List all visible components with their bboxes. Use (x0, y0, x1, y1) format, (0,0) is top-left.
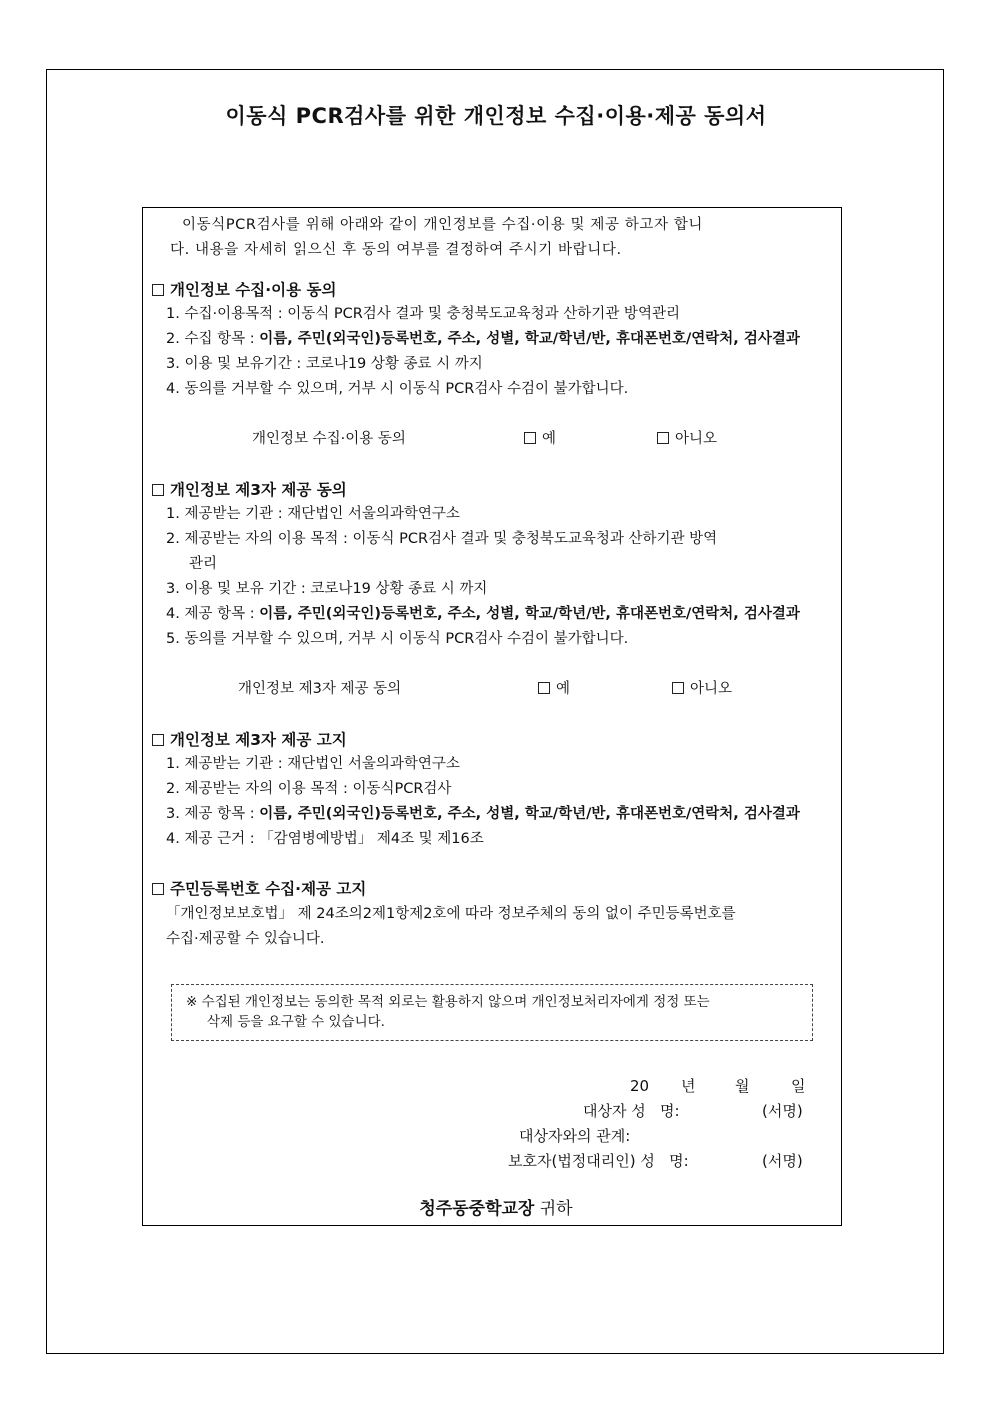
section1-consent-label: 개인정보 수집·이용 동의 (252, 431, 406, 447)
section4-heading: 주민등록번호 수집·제공 고지 (152, 879, 366, 899)
section1-item: 2. 수집 항목 : 이름, 주민(외국인)등록번호, 주소, 성별, 학교/학년/반, 휴대폰번호/연락처, 검사결과 (166, 331, 800, 347)
checkbox-icon (152, 284, 164, 296)
section3-item: 3. 제공 항목 : 이름, 주민(외국인)등록번호, 주소, 성별, 학교/학년/반, 휴대폰번호/연락처, 검사결과 (166, 806, 800, 822)
intro-line-1: 이동식PCR검사를 위해 아래와 같이 개인정보를 수집·이용 및 제공 하고자 합니 (182, 217, 704, 233)
section2-item: 1. 제공받는 기관 : 재단법인 서울의과학연구소 (166, 506, 460, 522)
no-checkbox[interactable] (672, 682, 684, 694)
section1-heading: 개인정보 수집·이용 동의 (152, 280, 336, 300)
yes-checkbox[interactable] (538, 682, 550, 694)
section1-item: 1. 수집·이용목적 : 이동식 PCR검사 결과 및 충청북도교육청과 산하기관 방역관리 (166, 306, 680, 322)
section2-item: 5. 동의를 거부할 수 있으며, 거부 시 이동식 PCR검사 수검이 불가합니다. (166, 631, 629, 647)
no-checkbox[interactable] (657, 432, 669, 444)
section2-item: 4. 제공 항목 : 이름, 주민(외국인)등록번호, 주소, 성별, 학교/학년/반, 휴대폰번호/연락처, 검사결과 (166, 606, 800, 622)
date-year: 20 (630, 1077, 650, 1095)
section2-item: 2. 제공받는 자의 이용 목적 : 이동식 PCR검사 결과 및 충청북도교육청과 산하기관 방역 (166, 531, 718, 547)
relation-label: 대상자와의 관계: (519, 1127, 631, 1145)
date-month-unit: 월 (735, 1077, 750, 1095)
notice-line-1: ※ 수집된 개인정보는 동의한 목적 외로는 활용하지 않으며 개인정보처리자에게 정정 또는 (186, 994, 710, 1010)
guardian-sign-mark: (서명) (762, 1152, 803, 1170)
notice-line-2: 삭제 등을 요구할 수 있습니다. (207, 1014, 385, 1030)
document-title: 이동식 PCR검사를 위한 개인정보 수집·이용·제공 동의서 (225, 104, 767, 128)
intro-line-2: 다. 내용을 자세히 읽으신 후 동의 여부를 결정하여 주시기 바랍니다. (170, 242, 622, 258)
recipient-suffix: 귀하 (539, 1199, 573, 1219)
section1-item: 3. 이용 및 보유기간 : 코로나19 상황 종료 시 까지 (166, 356, 483, 372)
section3-item: 1. 제공받는 기관 : 재단법인 서울의과학연구소 (166, 756, 460, 772)
section4-line-1: 「개인정보보호법」 제 24조의2제1항제2호에 따라 정보주체의 동의 없이 주민등록번호를 (166, 906, 736, 922)
date-day-unit: 일 (791, 1077, 806, 1095)
date-year-unit: 년 (681, 1077, 696, 1095)
section2-yes-option[interactable]: 예 (538, 679, 570, 699)
yes-checkbox[interactable] (524, 432, 536, 444)
subject-sign-mark: (서명) (762, 1102, 803, 1120)
section2-heading: 개인정보 제3자 제공 동의 (152, 480, 347, 500)
section2-item-cont: 관리 (189, 556, 218, 572)
section4-line-2: 수집·제공할 수 있습니다. (166, 931, 325, 947)
recipient-name: 청주동중학교장 (419, 1199, 535, 1219)
subject-name-label: 대상자 성 명: (583, 1102, 680, 1120)
checkbox-icon (152, 484, 164, 496)
section3-heading: 개인정보 제3자 제공 고지 (152, 730, 347, 750)
section1-yes-option[interactable]: 예 (524, 429, 556, 449)
checkbox-icon (152, 734, 164, 746)
section1-item: 4. 동의를 거부할 수 있으며, 거부 시 이동식 PCR검사 수검이 불가합니다. (166, 381, 629, 397)
section1-no-option[interactable]: 아니오 (657, 429, 717, 449)
section2-item: 3. 이용 및 보유 기간 : 코로나19 상황 종료 시 까지 (166, 581, 488, 597)
section3-item: 4. 제공 근거 : 「감염병예방법」 제4조 및 제16조 (166, 831, 484, 847)
section2-no-option[interactable]: 아니오 (672, 679, 732, 699)
section2-consent-label: 개인정보 제3자 제공 동의 (238, 681, 402, 697)
recipient (0, 1199, 992, 1219)
checkbox-icon (152, 883, 164, 895)
section3-item: 2. 제공받는 자의 이용 목적 : 이동식PCR검사 (166, 781, 452, 797)
guardian-name-label: 보호자(법정대리인) 성 명: (508, 1152, 689, 1170)
